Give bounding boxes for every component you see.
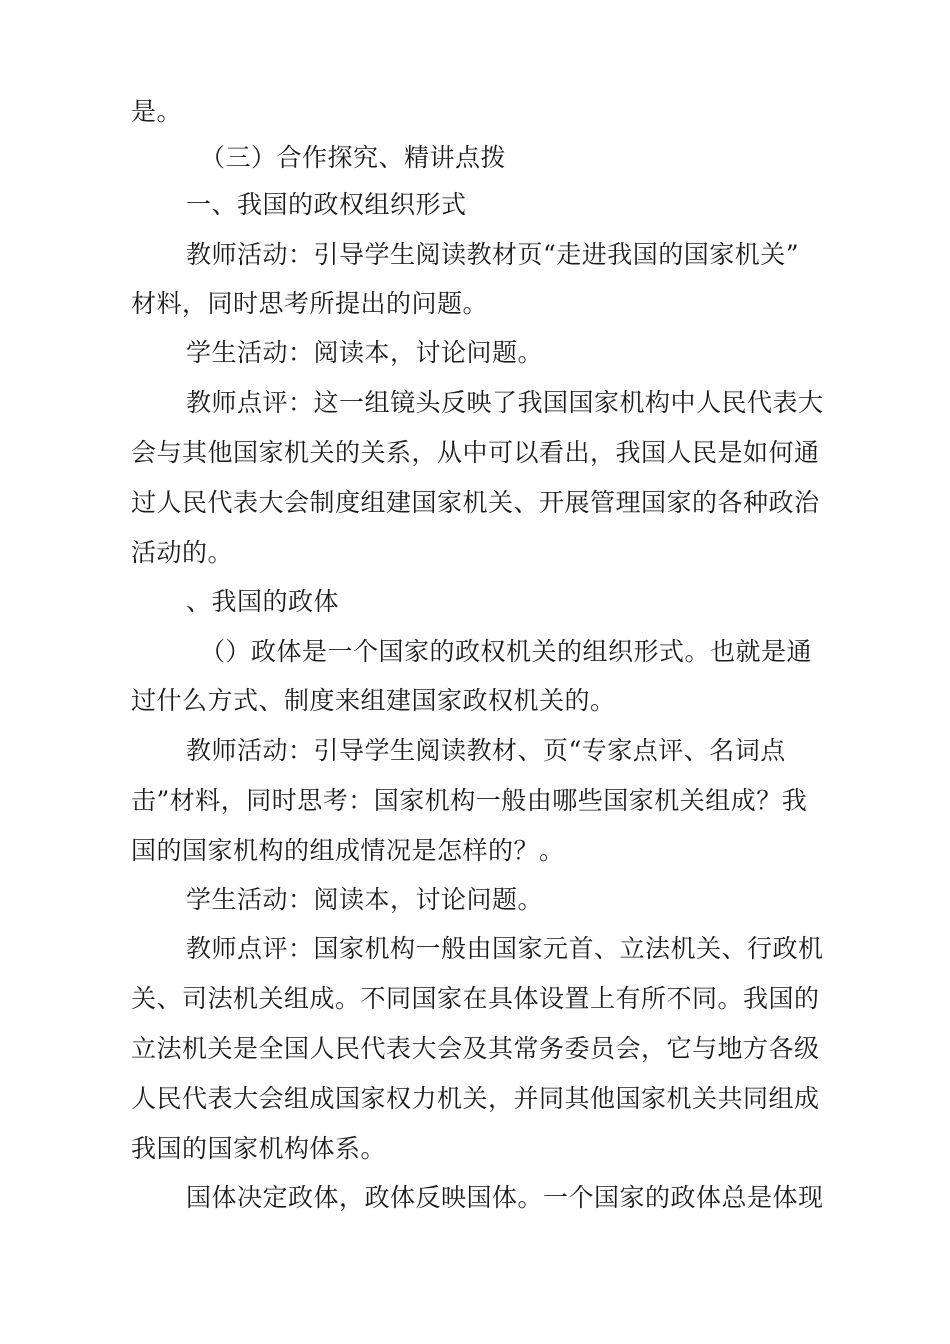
text-line: [0, 333, 950, 373]
text-line: [0, 632, 950, 672]
text-line: [0, 1129, 950, 1169]
line-text: 学生活动：阅读本，讨论问题。: [186, 338, 544, 367]
text-line: [0, 92, 950, 132]
text-line: [0, 979, 950, 1019]
text-line: [0, 731, 950, 771]
text-line: [0, 483, 950, 523]
text-line: [0, 681, 950, 721]
section-heading: [0, 138, 950, 178]
line-text: 会与其他国家机关的关系，从中可以看出，我国人民是如何通: [131, 438, 820, 467]
line-text: 教师活动：引导学生阅读教材页“走进我国的国家机关”: [186, 240, 800, 269]
line-text: 教师活动：引导学生阅读教材、页“专家点评、名词点: [186, 736, 786, 765]
line-text: （）政体是一个国家的政权机关的组织形式。也就是通: [200, 637, 813, 666]
line-text: 教师点评：这一组镜头反映了我国国家机构中人民代表大: [186, 388, 824, 417]
line-text: 过人民代表大会制度组建国家机关、开展管理国家的各种政治: [131, 488, 820, 517]
line-text: 人民代表大会组成国家权力机关，并同其他国家机关共同组成: [131, 1084, 820, 1113]
text-line: [0, 284, 950, 324]
text-line: [0, 1178, 950, 1218]
line-text: 学生活动：阅读本，讨论问题。: [186, 885, 544, 914]
section-heading: [0, 185, 950, 225]
line-text: 教师点评：国家机构一般由国家元首、立法机关、行政机: [186, 934, 824, 963]
text-line: [0, 433, 950, 473]
line-text: 击”材料，同时思考：国家机构一般由哪些国家机关组成？我: [131, 786, 808, 815]
line-text: 过什么方式、制度来组建国家政权机关的。: [131, 686, 616, 715]
line-text: 国体决定政体，政体反映国体。一个国家的政体总是体现: [186, 1183, 824, 1212]
section-heading: [0, 582, 950, 622]
text-line: [0, 1079, 950, 1119]
line-text: 立法机关是全国人民代表大会及其常务委员会，它与地方各级: [131, 1034, 820, 1063]
text-line: [0, 831, 950, 871]
line-text: 关、司法机关组成。不同国家在具体设置上有所不同。我国的: [131, 984, 820, 1013]
text-line: [0, 533, 950, 573]
text-line: [0, 1029, 950, 1069]
line-text: 材料，同时思考所提出的问题。: [131, 289, 489, 318]
line-text: 、我国的政体: [186, 587, 340, 616]
text-line: [0, 383, 950, 423]
line-text: 是。: [131, 97, 183, 126]
text-line: [0, 880, 950, 920]
line-text: 活动的。: [131, 538, 234, 567]
text-line: [0, 781, 950, 821]
text-line: [0, 235, 950, 275]
line-text: 我国的国家机构体系。: [131, 1134, 387, 1163]
line-text: 国的国家机构的组成情况是怎样的？。: [131, 836, 565, 865]
line-text: （三）合作探究、精讲点拨: [200, 143, 507, 172]
line-text: 一、我国的政权组织形式: [186, 190, 467, 219]
text-line: [0, 929, 950, 969]
